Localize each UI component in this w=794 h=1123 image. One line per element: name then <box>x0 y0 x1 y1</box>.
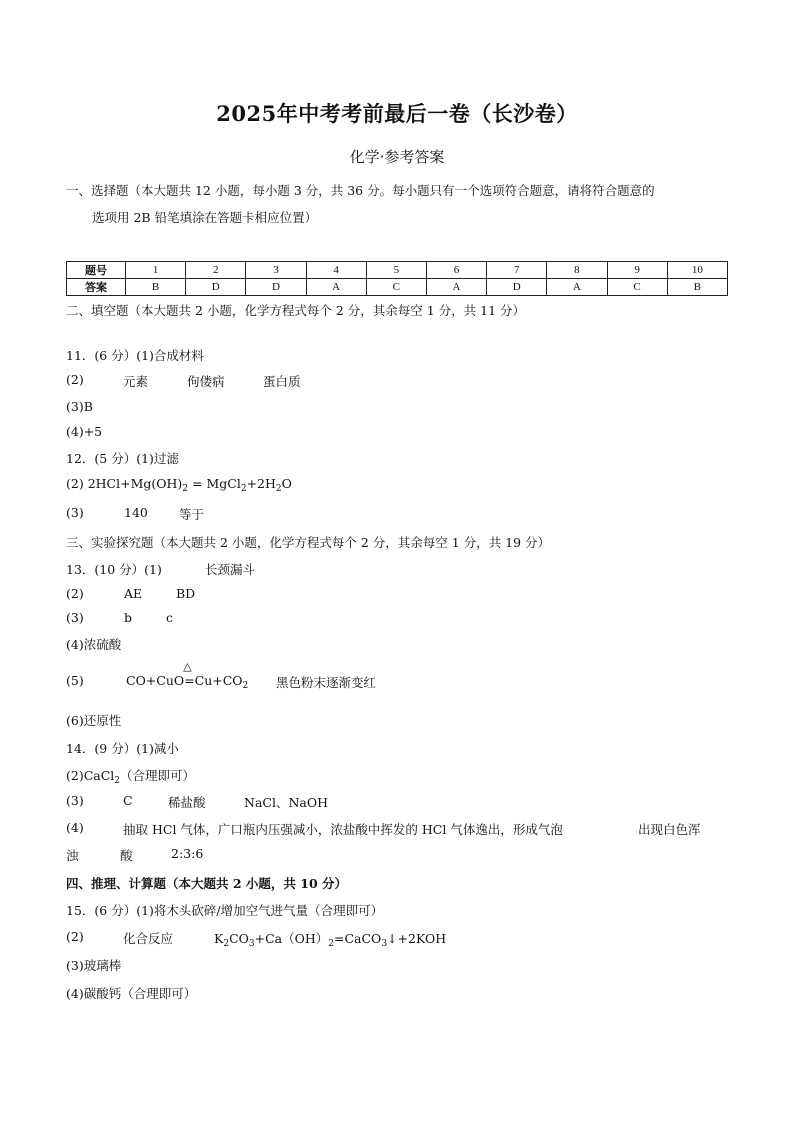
table-row-answers <box>67 279 728 296</box>
q12-heading: 12．(5 分）(1)过滤 <box>66 451 179 466</box>
q15-line-3: (3)玻璃棒 <box>66 958 122 973</box>
table-cell: 6 <box>426 262 486 279</box>
q14-answer-5c: 2:3:6 <box>171 846 204 861</box>
table-cell: A <box>426 279 486 296</box>
q15-equation <box>214 929 446 947</box>
table-cell: 7 <box>487 262 547 279</box>
q14-answer-3c: NaCl、NaOH <box>244 795 328 810</box>
table-cell: 3 <box>246 262 306 279</box>
heat-triangle-icon: △ <box>183 660 192 673</box>
q11-answer-a: 元素 <box>123 374 149 389</box>
equation-part: K <box>214 931 224 946</box>
table-cell: A <box>306 279 366 296</box>
q11-line-3: (3)B <box>66 399 93 414</box>
table-cell: 4 <box>306 262 366 279</box>
equation-subscript: 2 <box>242 681 249 691</box>
q13-answer-3b: c <box>166 610 174 625</box>
q14-line-2-tail: （合理即可） <box>120 768 196 783</box>
q13-line-2-number: (2) <box>66 586 84 601</box>
section-2-heading: 二、填空题（本大题共 2 小题，化学方程式每个 2 分，其余每空 1 分，共 11 分） <box>66 303 526 318</box>
q14-line-3 <box>66 793 328 810</box>
answer-table <box>66 261 728 296</box>
q14-answer-4b: 出现白色浑 <box>638 822 701 837</box>
q14-line-2 <box>66 766 195 784</box>
table-cell: 10 <box>667 262 727 279</box>
table-header-number: 题号 <box>67 262 126 279</box>
q14-heading: 14．(9 分）(1)减小 <box>66 741 179 756</box>
equation-part: CO+CuO <box>126 673 185 688</box>
q13-line-4: (4)浓硫酸 <box>66 637 122 652</box>
table-row-numbers <box>67 262 728 279</box>
q11-line-4: (4)+5 <box>66 424 103 439</box>
equation-part: 2HCl+Mg(OH) <box>87 476 183 491</box>
q12-line-2-number: (2) <box>66 476 84 491</box>
q11-line-2-number: (2) <box>66 372 84 387</box>
q13-line-3-number: (3) <box>66 610 84 625</box>
q14-line-4 <box>66 820 701 837</box>
table-cell: 9 <box>607 262 667 279</box>
table-cell: 2 <box>186 262 246 279</box>
table-cell: 8 <box>547 262 607 279</box>
equation-subscript: 2 <box>223 939 230 949</box>
section-4-heading: 四、推理、计算题（本大题共 2 小题，共 10 分） <box>66 876 348 891</box>
q15-line-4: (4)碳酸钙（合理即可） <box>66 986 197 1001</box>
q15-answer-2a: 化合反应 <box>123 931 174 946</box>
q12-line-3-number: (3) <box>66 505 84 520</box>
q14-answer-3b: 稀盐酸 <box>168 795 206 810</box>
q11-heading: 11．(6 分）(1)合成材料 <box>66 348 204 363</box>
q14-answer-3a: C <box>123 793 133 808</box>
equation-part: ↓+2KOH <box>387 931 447 946</box>
section-1-heading-line-1: 一、选择题（本大题共 12 小题，每小题 3 分，共 36 分。每小题只有一个选项符合题意，请将符合题意的 <box>66 183 655 198</box>
q13-answer-2b: BD <box>176 586 196 601</box>
q14-answer-4a: 抽取 HCl 气体，广口瓶内压强减小，浓盐酸中挥发的 HCl 气体逸出，形成气泡 <box>123 822 563 837</box>
equation-part: = MgCl <box>188 476 241 491</box>
equation-subscript: 3 <box>248 939 255 949</box>
equation-subscript: 2 <box>328 939 334 949</box>
page-subtitle: 化学·参考答案 <box>349 148 445 166</box>
q13-equation <box>126 660 249 691</box>
q14-answer-5a: 浊 <box>66 848 79 863</box>
q12-answer-b: 等于 <box>179 507 205 522</box>
q14-line-4-number: (4) <box>66 820 84 835</box>
equation-subscript: 2 <box>240 484 247 494</box>
q13-line-6: (6)还原性 <box>66 713 122 728</box>
q12-answer-a: 140 <box>124 505 148 520</box>
equation-subscript: 2 <box>114 776 121 786</box>
q13-answer-1: 长颈漏斗 <box>205 562 256 577</box>
q13-answer-5: 黑色粉末逐渐变红 <box>276 675 377 690</box>
q14-line-5 <box>66 846 204 864</box>
q11-line-2 <box>66 372 301 389</box>
q15-line-2 <box>66 929 447 949</box>
q15-line-2-number: (2) <box>66 929 84 944</box>
equation-part: =CaCO <box>334 931 382 946</box>
equation-part: Cu+CO <box>194 673 243 688</box>
page-title: 2025年中考考前最后一卷（长沙卷） <box>216 101 578 126</box>
table-header-answer: 答案 <box>67 279 126 296</box>
equation-subscript: 2 <box>275 484 282 494</box>
table-cell: 5 <box>366 262 426 279</box>
equation-part: CO <box>229 931 249 946</box>
q14-answer-5b: 酸 <box>120 848 133 863</box>
table-cell: A <box>547 279 607 296</box>
q13-heading <box>66 560 256 578</box>
equation-part: +Ca（OH） <box>254 931 329 946</box>
table-cell: D <box>246 279 306 296</box>
q15-heading: 15．(6 分）(1)将木头砍碎/增加空气进气量（合理即可） <box>66 903 384 918</box>
q12-equation <box>87 476 292 494</box>
q11-answer-c: 蛋白质 <box>263 374 301 389</box>
table-cell: C <box>366 279 426 296</box>
equation-subscript: 3 <box>381 939 388 949</box>
table-cell: 1 <box>126 262 186 279</box>
q11-answer-b: 佝偻病 <box>187 374 225 389</box>
section-3-heading: 三、实验探究题（本大题共 2 小题，化学方程式每个 2 分，其余每空 1 分，共 19 分） <box>66 535 551 550</box>
table-cell: B <box>126 279 186 296</box>
q13-line-5-number: (5) <box>66 673 84 688</box>
q13-line-2 <box>66 586 196 601</box>
q13-line-3 <box>66 610 174 625</box>
q13-line-5 <box>66 660 377 691</box>
q12-line-3 <box>66 505 205 522</box>
q14-line-2-text: (2)CaCl <box>66 768 115 783</box>
table-cell: D <box>487 279 547 296</box>
equation-part: O <box>281 476 292 491</box>
equation-part: +2H <box>246 476 276 491</box>
q13-answer-3a: b <box>124 610 133 625</box>
table-cell: D <box>186 279 246 296</box>
heat-condition: △ = <box>183 660 195 688</box>
table-cell: C <box>607 279 667 296</box>
table-cell: B <box>667 279 727 296</box>
q14-line-3-number: (3) <box>66 793 84 808</box>
q13-answer-2a: AE <box>124 586 143 601</box>
section-1-heading-line-2: 选项用 2B 铅笔填涂在答题卡相应位置） <box>92 210 318 225</box>
q13-heading-text: 13．(10 分）(1) <box>66 562 162 577</box>
q12-line-2 <box>66 476 292 494</box>
equation-subscript: 2 <box>182 484 189 494</box>
